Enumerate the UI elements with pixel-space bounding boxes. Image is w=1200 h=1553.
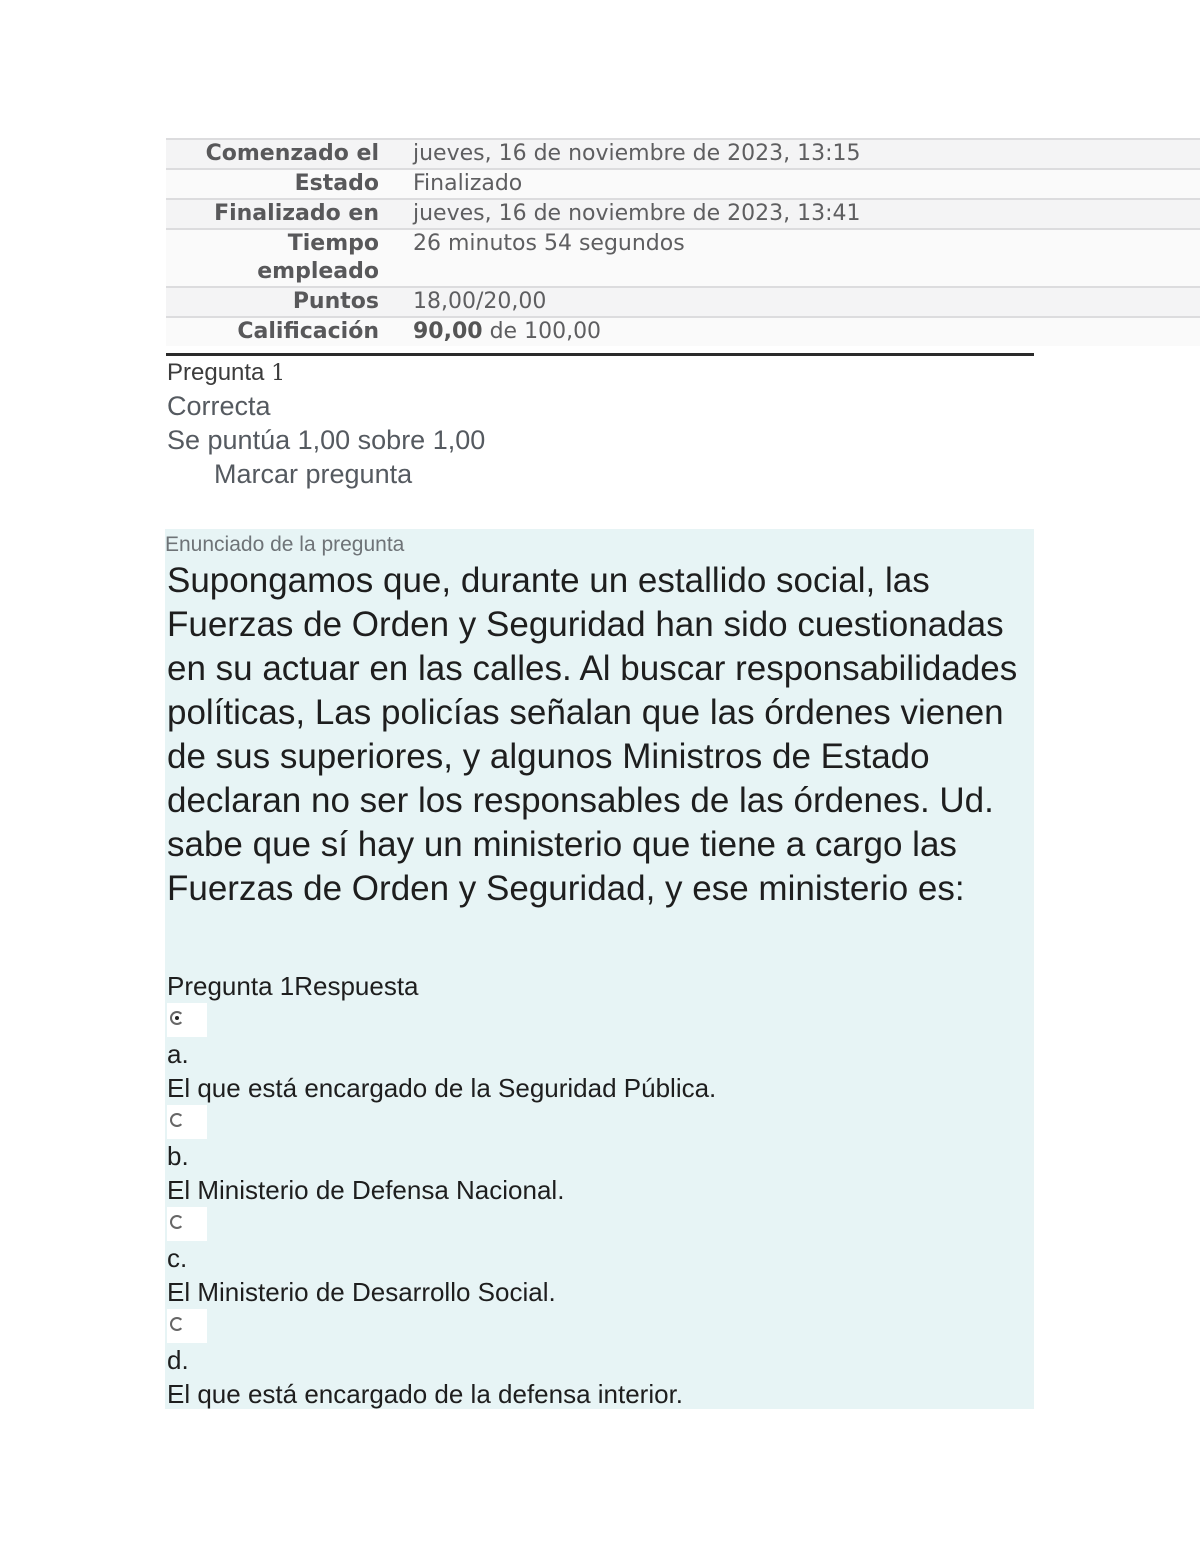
- summary-value: [389, 318, 1200, 346]
- radio-selected-icon: [170, 1011, 184, 1025]
- answer-title: Pregunta 1Respuesta: [167, 971, 419, 1001]
- option-letter: d.: [167, 1345, 189, 1375]
- summary-label: Tiempo empleado: [257, 231, 379, 284]
- grade-max: de 100,00: [482, 319, 602, 344]
- question-number-label: Pregunta: [167, 359, 265, 386]
- option-text[interactable]: El Ministerio de Defensa Nacional.: [167, 1175, 565, 1205]
- option-text[interactable]: El Ministerio de Desarrollo Social.: [167, 1277, 556, 1307]
- question-info: [167, 358, 485, 491]
- summary-value: 26 minutos 54 segundos: [413, 231, 685, 256]
- question-text-heading: Enunciado de la pregunta: [165, 533, 405, 556]
- radio-button[interactable]: [167, 1105, 207, 1139]
- question-state: Correcta: [167, 391, 271, 421]
- summary-label: Estado: [294, 171, 379, 196]
- question-grade: Se puntúa 1,00 sobre 1,00: [167, 425, 486, 455]
- radio-unselected-icon: [170, 1317, 184, 1331]
- summary-row-time-taken: [166, 230, 1200, 288]
- option-letter: a.: [167, 1039, 189, 1069]
- summary-row-state: [166, 170, 1200, 200]
- summary-label: Comenzado el: [205, 141, 379, 166]
- option-letter: c.: [167, 1243, 188, 1273]
- flag-question-link[interactable]: Marcar pregunta: [214, 459, 413, 489]
- summary-row-grade: [166, 318, 1200, 346]
- option-letter: b.: [167, 1141, 189, 1171]
- question-number-value: 1: [271, 361, 286, 386]
- option-text[interactable]: El que está encargado de la Seguridad Pública.: [167, 1073, 717, 1103]
- radio-unselected-icon: [170, 1113, 184, 1127]
- summary-row-points: [166, 288, 1200, 318]
- answer-option-d[interactable]: [167, 1309, 1027, 1411]
- radio-unselected-icon: [170, 1215, 184, 1229]
- summary-label: Finalizado en: [214, 201, 379, 226]
- option-text[interactable]: El que está encargado de la defensa interior.: [167, 1379, 684, 1409]
- grade-value: 90,00: [413, 319, 483, 344]
- summary-value: 18,00/20,00: [413, 289, 547, 314]
- summary-value: Finalizado: [413, 171, 523, 196]
- radio-button[interactable]: [167, 1003, 207, 1037]
- question-number: [167, 358, 485, 389]
- question-text: Supongamos que, durante un estallido social, las Fuerzas de Orden y Seguridad han sido cuestionadas en su actuar en las calles. Al buscar responsabilidades políticas, Las policías señalan que las órdenes vienen de sus superiores, y algunos Ministros de Estado declaran no ser los responsables de las órdenes. Ud. sabe que sí hay un ministerio que tiene a cargo las Fuerzas de Orden y Seguridad, y ese ministerio es:: [167, 561, 1018, 908]
- summary-row-started: [166, 140, 1200, 170]
- radio-button[interactable]: [167, 1309, 207, 1343]
- summary-label: Calificación: [237, 319, 379, 344]
- summary-row-finished: [166, 200, 1200, 230]
- summary-label: Puntos: [292, 289, 379, 314]
- summary-divider: [166, 353, 1034, 356]
- question-content: [165, 529, 1034, 1409]
- answer-option-b[interactable]: [167, 1105, 1027, 1207]
- answer-option-a[interactable]: [167, 1003, 1027, 1105]
- quiz-summary-table: [166, 138, 1200, 346]
- radio-button[interactable]: [167, 1207, 207, 1241]
- answer-option-c[interactable]: [167, 1207, 1027, 1309]
- summary-value: jueves, 16 de noviembre de 2023, 13:15: [413, 141, 861, 166]
- summary-value: jueves, 16 de noviembre de 2023, 13:41: [413, 201, 861, 226]
